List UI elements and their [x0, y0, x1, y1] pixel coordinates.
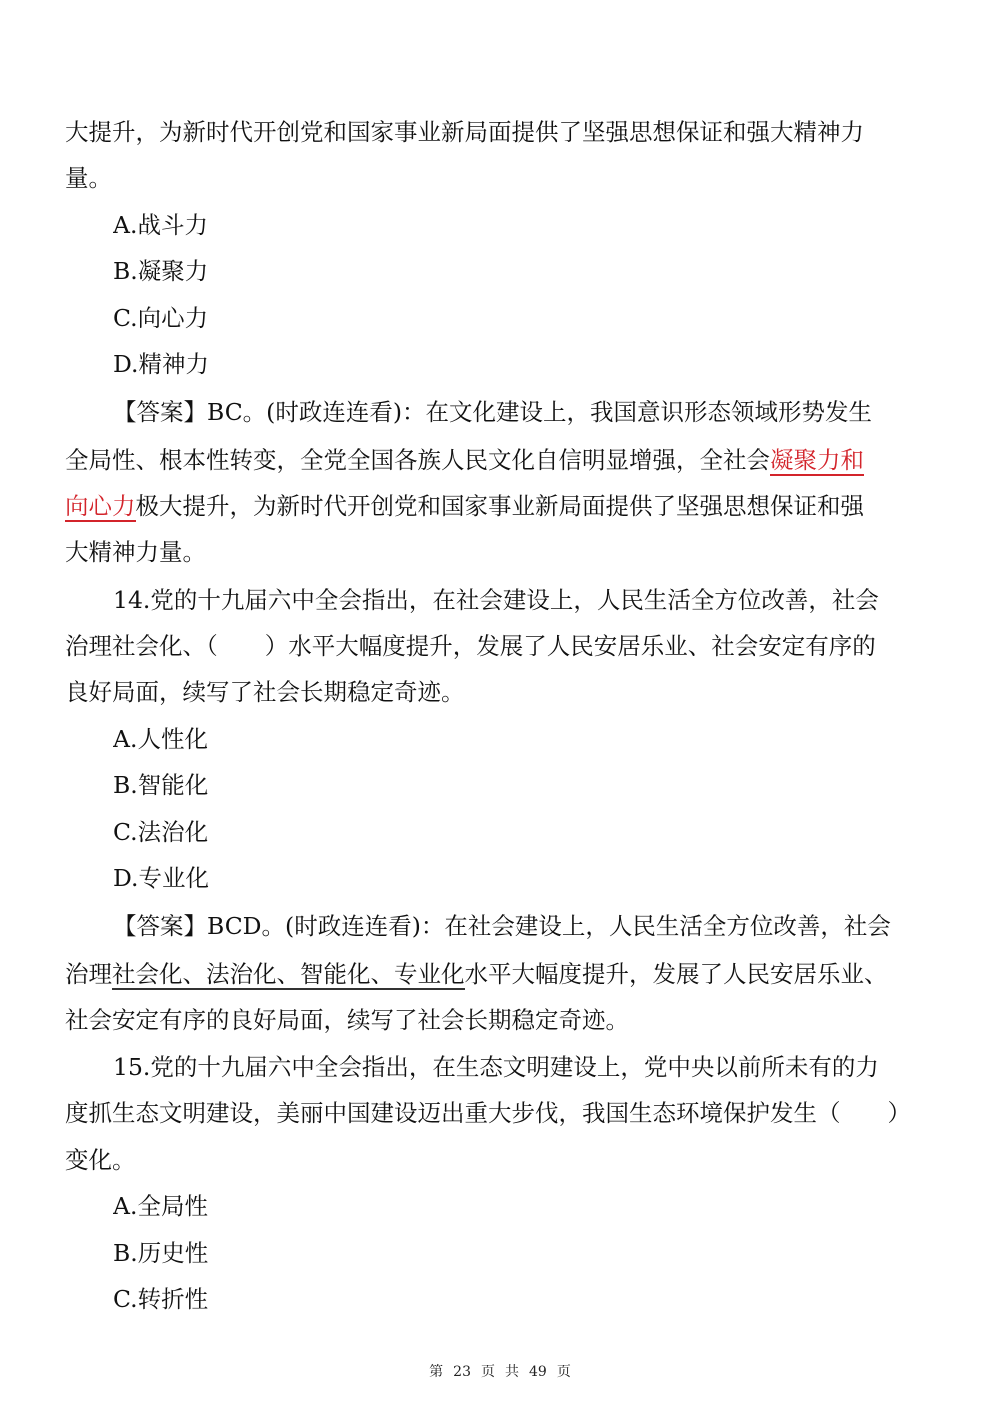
footer-total-unit: 页 — [556, 1364, 571, 1380]
q14-text-line: 14.党的十九届六中全会指出，在社会建设上，人民生活全方位改善，社会 — [113, 586, 879, 614]
q14-text-line: 治理社会化、（ ）水平大幅度提升，发展了人民安居乐业、社会安定有序的 — [65, 632, 876, 660]
q14-answer-text: 治理 — [65, 960, 112, 988]
q13-text-line: 大提升，为新时代开创党和国家事业新局面提供了坚强思想保证和强大精神力 — [65, 118, 864, 146]
q13-text-line: 量。 — [65, 164, 112, 192]
q13-answer-text: 全局性、根本性转变，全党全国各族人民文化自信明显增强，全社会 — [65, 446, 770, 474]
q13-answer-highlight: 向心力 — [65, 492, 136, 520]
q13-option-b: B.凝聚力 — [113, 257, 209, 285]
q14-answer-line: 【答案】BCD。(时政连连看)：在社会建设上，人民生活全方位改善，社会 — [113, 912, 891, 940]
q15-option-b: B.历史性 — [113, 1239, 209, 1267]
q14-answer-underline: 社会化、法治化、智能化、专业化 — [112, 960, 465, 988]
q14-option-b: B.智能化 — [113, 771, 209, 799]
q15-option-c: C.转折性 — [113, 1285, 209, 1313]
footer-page-number: 23 — [453, 1364, 471, 1380]
q13-answer-line — [65, 440, 935, 480]
q14-answer-text: 水平大幅度提升，发展了人民安居乐业、 — [464, 960, 888, 988]
footer-total-number: 49 — [529, 1364, 547, 1380]
q14-answer-line: 社会安定有序的良好局面，续写了社会长期稳定奇迹。 — [65, 1006, 629, 1034]
q13-option-d: D.精神力 — [113, 350, 209, 378]
q15-text-line: 15.党的十九届六中全会指出，在生态文明建设上，党中央以前所未有的力 — [113, 1053, 879, 1081]
q13-answer-line — [65, 486, 935, 526]
q15-text-line: 变化。 — [65, 1146, 136, 1174]
q15-option-a: A.全局性 — [113, 1192, 208, 1220]
q13-option-a: A.战斗力 — [113, 211, 208, 239]
page-footer — [0, 1360, 1000, 1384]
q13-option-c: C.向心力 — [113, 304, 209, 332]
q14-option-a: A.人性化 — [113, 725, 208, 753]
q14-option-d: D.专业化 — [113, 864, 209, 892]
footer-page-label: 第 — [429, 1364, 444, 1380]
q13-answer-highlight: 凝聚力和 — [770, 446, 864, 474]
footer-total-label: 共 — [505, 1364, 519, 1380]
q14-answer-line — [65, 954, 935, 994]
q13-answer-line: 【答案】BC。(时政连连看)：在文化建设上，我国意识形态领域形势发生 — [113, 398, 873, 426]
footer-page-unit: 页 — [481, 1364, 495, 1380]
q13-answer-text: 极大提升，为新时代开创党和国家事业新局面提供了坚强思想保证和强 — [135, 492, 864, 520]
q14-option-c: C.法治化 — [113, 818, 209, 846]
q15-text-line: 度抓生态文明建设，美丽中国建设迈出重大步伐，我国生态环境保护发生（ ） — [65, 1099, 911, 1127]
q13-answer-line: 大精神力量。 — [65, 538, 206, 566]
q14-text-line: 良好局面，续写了社会长期稳定奇迹。 — [65, 678, 465, 706]
